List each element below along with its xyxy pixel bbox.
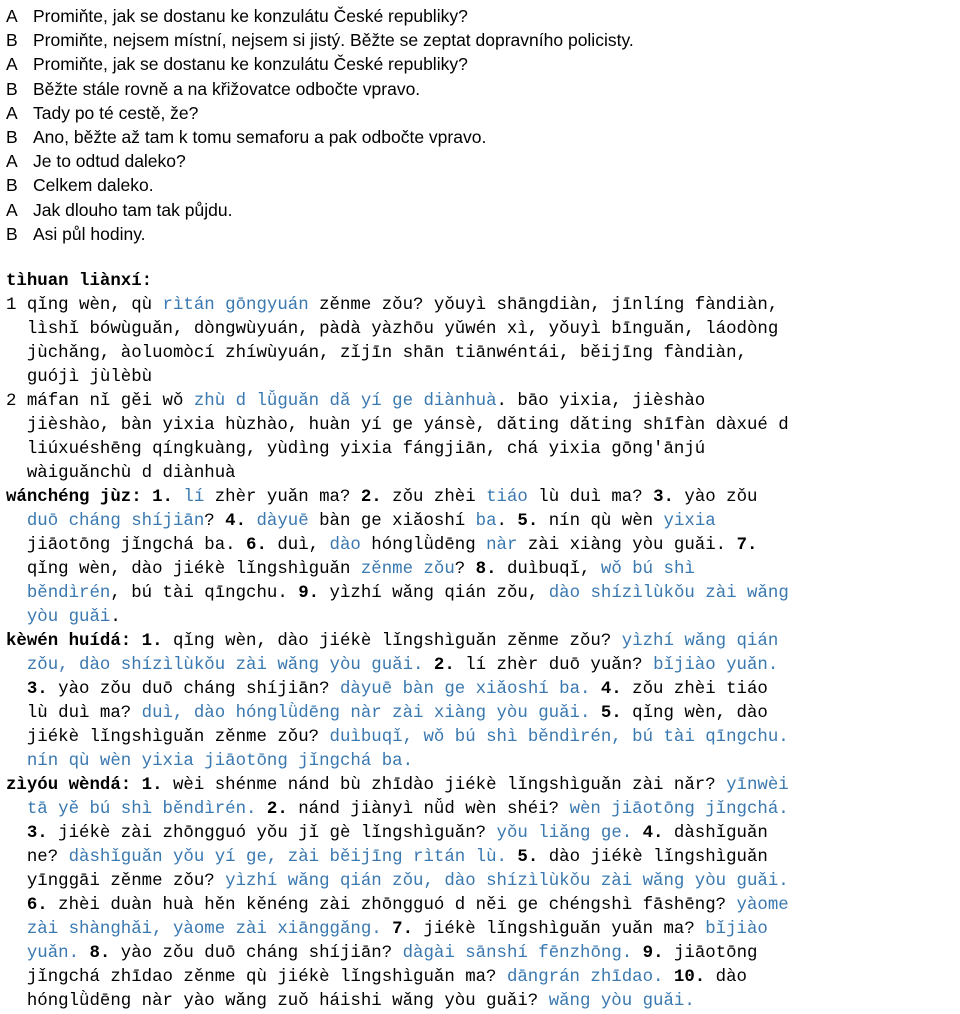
text-segment: hónglǜdēng bbox=[360, 536, 487, 555]
exercise-line bbox=[6, 966, 960, 990]
text-segment: lù duì ma? bbox=[527, 488, 654, 507]
section-label: 9. bbox=[642, 944, 664, 963]
dialogue-line bbox=[6, 222, 956, 246]
text-segment: jǐngchá zhīdao zěnme qù jiékè lǐngshìguǎn ma? bbox=[6, 968, 507, 987]
exercise-line bbox=[6, 870, 960, 894]
text-segment: hónglǜdēng nàr yào wǎng zuǒ háishi wǎng yòu guǎi? bbox=[6, 992, 549, 1011]
exercise-line bbox=[6, 342, 960, 366]
text-segment: lí zhèr duō yuǎn? bbox=[454, 656, 654, 675]
text-segment bbox=[256, 800, 266, 819]
text-segment: nín qù wèn bbox=[538, 512, 664, 531]
text-segment: jiāotōng bbox=[663, 944, 758, 963]
section-label: tìhuan liànxí: bbox=[6, 272, 153, 291]
text-segment: 1 qǐng wèn, qù bbox=[6, 296, 163, 315]
section-label: 3. bbox=[26, 824, 48, 843]
dialogue-text: Promiňte, jak se dostanu ke konzulátu České republiky? bbox=[33, 54, 468, 75]
text-segment: zhèi duàn huà hěn kěnéng zài zhōngguó d něi ge chéngshì fāshēng? bbox=[47, 896, 737, 915]
highlighted-text: zài shànghǎi, yàome zài xiānggǎng. bbox=[6, 920, 382, 939]
text-segment: dàshǐguǎn bbox=[663, 824, 768, 843]
section-label: 4. bbox=[600, 680, 622, 699]
speaker-label: A bbox=[6, 199, 18, 220]
speaker-label: B bbox=[6, 78, 18, 99]
text-segment: lìshǐ bówùguǎn, dòngwùyuán, pàdà yàzhōu yǔwén xì, yǒuyì bīnguǎn, láodòng bbox=[6, 320, 779, 339]
text-segment: jiékè lǐngshìguǎn yuǎn ma? bbox=[413, 920, 706, 939]
text-segment: yào zǒu duō cháng shíjiān? bbox=[47, 680, 340, 699]
dialogue-text: Je to odtud daleko? bbox=[33, 151, 186, 172]
text-segment bbox=[246, 512, 256, 531]
section-label: 8. bbox=[475, 560, 497, 579]
highlighted-text: běndìrén bbox=[6, 584, 111, 603]
text-segment bbox=[507, 848, 517, 867]
section-label: 6. bbox=[26, 896, 48, 915]
text-segment: nánd jiànyì nǚd wèn shéi? bbox=[287, 800, 570, 819]
exercise-line bbox=[6, 414, 960, 438]
highlighted-text: dàshǐguǎn yǒu yí ge, zài běijīng rìtán lù. bbox=[68, 848, 507, 867]
dialogue-text: Tady po té cestě, že? bbox=[33, 102, 199, 123]
highlighted-text: dāngrán zhīdao. bbox=[506, 968, 664, 987]
section-label: 2. bbox=[433, 656, 455, 675]
exercise-line bbox=[6, 942, 960, 966]
section-label: 5. bbox=[517, 848, 539, 867]
highlighted-text: dào bbox=[329, 536, 361, 555]
exercise-line bbox=[6, 438, 960, 462]
text-segment: yào zǒu duō cháng shíjiān? bbox=[110, 944, 403, 963]
exercise-line bbox=[6, 750, 960, 774]
highlighted-text: dàyuē bàn ge xiǎoshí ba. bbox=[339, 680, 591, 699]
section-label: zìyóu wèndá: bbox=[6, 776, 132, 795]
text-segment bbox=[79, 944, 89, 963]
section-label: kèwén huídá: bbox=[6, 632, 132, 651]
exercise-line bbox=[6, 582, 960, 606]
dialogue-text: Jak dlouho tam tak půjdu. bbox=[33, 199, 233, 220]
exercise-line bbox=[6, 702, 960, 726]
text-segment bbox=[663, 968, 673, 987]
exercise-line bbox=[6, 294, 960, 318]
text-segment bbox=[6, 896, 27, 915]
text-segment: zài xiàng yòu guǎi. bbox=[517, 536, 737, 555]
highlighted-text: yixia bbox=[663, 512, 716, 531]
dialogue-line bbox=[6, 101, 956, 125]
text-segment: qǐng wèn, dào jiékè lǐngshìguǎn bbox=[6, 560, 361, 579]
exercise-line bbox=[6, 846, 960, 870]
text-segment bbox=[382, 920, 392, 939]
text-segment: yīnggāi zěnme zǒu? bbox=[6, 872, 226, 891]
text-segment: yào zǒu bbox=[673, 488, 758, 507]
text-segment bbox=[6, 680, 27, 699]
text-segment: . bbox=[110, 608, 121, 627]
text-segment: jiékè lǐngshìguǎn zěnme zǒu? bbox=[6, 728, 330, 747]
speaker-label: A bbox=[6, 102, 18, 123]
highlighted-text: yìzhí wǎng qián bbox=[621, 632, 779, 651]
section-label: 7. bbox=[392, 920, 414, 939]
dialogue-line bbox=[6, 173, 956, 197]
highlighted-text: yàome bbox=[736, 896, 789, 915]
exercise-section bbox=[6, 270, 960, 1014]
speaker-label: A bbox=[6, 6, 18, 26]
text-segment: , bú tài qīngchu. bbox=[110, 584, 299, 603]
text-segment: . bāo yixia, jièshào bbox=[496, 392, 706, 411]
highlighted-text: tā yě bú shì běndìrén. bbox=[6, 800, 257, 819]
highlighted-text: tiáo bbox=[486, 488, 528, 507]
exercise-line bbox=[6, 366, 960, 390]
text-segment: qǐng wèn, dào jiékè lǐngshìguǎn zěnme zǒu? bbox=[162, 632, 622, 651]
highlighted-text: wèn jiāotōng jǐngchá. bbox=[569, 800, 789, 819]
dialogue-text: Ano, běžte až tam k tomu semaforu a pak odbočte vpravo. bbox=[33, 126, 487, 147]
text-segment bbox=[423, 656, 433, 675]
exercise-line bbox=[6, 606, 960, 630]
text-segment: jièshào, bàn yixia hùzhào, huàn yí ge yánsè, dǎting dǎting shīfàn dàxué d bbox=[6, 416, 789, 435]
text-segment: ne? bbox=[6, 848, 69, 867]
section-label: 3. bbox=[653, 488, 674, 507]
exercise-line bbox=[6, 630, 960, 654]
section-label: 8. bbox=[89, 944, 111, 963]
text-segment bbox=[632, 944, 642, 963]
highlighted-text: nàr bbox=[486, 536, 518, 555]
section-label: 5. bbox=[517, 512, 539, 531]
exercise-line bbox=[6, 918, 960, 942]
exercise-line bbox=[6, 990, 960, 1014]
text-segment: . bbox=[496, 512, 518, 531]
highlighted-text: duō cháng shíjiān bbox=[6, 512, 205, 531]
highlighted-text: dào shízìlùkǒu zài wǎng bbox=[548, 584, 789, 603]
highlighted-text: zěnme zǒu bbox=[360, 560, 455, 579]
text-segment: wàiguǎnchù d diànhuà bbox=[6, 464, 236, 483]
highlighted-text: zhù d lǚguǎn dǎ yí ge diànhuà bbox=[193, 392, 497, 411]
exercise-line bbox=[6, 390, 960, 414]
text-segment bbox=[632, 824, 642, 843]
highlighted-text: yǒu liǎng ge. bbox=[496, 824, 633, 843]
dialogue-line bbox=[6, 4, 956, 28]
text-segment: ? bbox=[204, 512, 226, 531]
section-label: 9. bbox=[298, 584, 320, 603]
speaker-label: B bbox=[6, 175, 18, 196]
text-segment: zǒu zhèi bbox=[381, 488, 487, 507]
exercise-line bbox=[6, 270, 960, 294]
dialogue-line bbox=[6, 28, 956, 52]
section-label: 10. bbox=[673, 968, 706, 987]
speaker-label: B bbox=[6, 223, 18, 244]
highlighted-text: duìbuqǐ, wǒ bú shì běndìrén, bú tài qīngchu. bbox=[329, 728, 789, 747]
highlighted-text: yòu guǎi bbox=[6, 608, 111, 627]
exercise-line bbox=[6, 774, 960, 798]
exercise-line bbox=[6, 678, 960, 702]
text-segment: zěnme zǒu? yǒuyì shāngdiàn, jīnlíng fàndiàn, bbox=[308, 296, 779, 315]
highlighted-text: yìzhí wǎng qián zǒu, dào shízìlùkǒu zài wǎng yòu guǎi. bbox=[225, 872, 789, 891]
exercise-line bbox=[6, 318, 960, 342]
dialogue-line bbox=[6, 198, 956, 222]
section-label: 4. bbox=[642, 824, 664, 843]
exercise-line bbox=[6, 510, 960, 534]
dialogue-text: Promiňte, nejsem místní, nejsem si jistý. Běžte se zeptat dopravního policisty. bbox=[33, 30, 634, 51]
exercise-line bbox=[6, 558, 960, 582]
dialogue-line bbox=[6, 149, 956, 173]
highlighted-text: zǒu, dào shízìlùkǒu zài wǎng yòu guǎi. bbox=[6, 656, 424, 675]
section-label: 4. bbox=[225, 512, 247, 531]
dialogue-line bbox=[6, 52, 956, 76]
speaker-label: B bbox=[6, 126, 18, 147]
text-segment: jiāotōng jǐngchá ba. bbox=[6, 536, 247, 555]
exercise-line bbox=[6, 486, 960, 510]
text-segment: dào bbox=[705, 968, 747, 987]
highlighted-text: dàgài sānshí fēnzhōng. bbox=[402, 944, 633, 963]
text-segment: yìzhí wǎng qián zǒu, bbox=[319, 584, 549, 603]
text-segment bbox=[590, 680, 600, 699]
dialogue-text: Asi půl hodiny. bbox=[33, 223, 146, 244]
section-label: 2. bbox=[360, 488, 382, 507]
text-segment: wèi shénme nánd bù zhīdào jiékè lǐngshìguǎn zài nǎr? bbox=[162, 776, 727, 795]
section-label: 1. bbox=[131, 632, 163, 651]
text-segment: duì, bbox=[266, 536, 330, 555]
exercise-line bbox=[6, 462, 960, 486]
text-segment: ? bbox=[454, 560, 476, 579]
highlighted-text: bǐjiào bbox=[705, 920, 768, 939]
section-label: wánchéng jùz: bbox=[6, 488, 142, 507]
dialogue-line bbox=[6, 125, 956, 149]
dialogue-section bbox=[6, 4, 956, 246]
highlighted-text: wǒ bú shì bbox=[600, 560, 695, 579]
text-segment: guójì jùlèbù bbox=[6, 368, 153, 387]
exercise-line bbox=[6, 822, 960, 846]
highlighted-text: nín qù wèn yixia jiāotōng jǐngchá ba. bbox=[6, 752, 414, 771]
section-label: 1. bbox=[131, 776, 163, 795]
highlighted-text: yīnwèi bbox=[726, 776, 789, 795]
speaker-label: A bbox=[6, 54, 18, 75]
dialogue-line bbox=[6, 77, 956, 101]
section-label: 3. bbox=[26, 680, 48, 699]
speaker-label: A bbox=[6, 151, 18, 172]
dialogue-text: Promiňte, jak se dostanu ke konzulátu České republiky? bbox=[33, 6, 468, 26]
highlighted-text: bǐjiào yuǎn. bbox=[653, 656, 779, 675]
highlighted-text: rìtán gōngyuán bbox=[162, 296, 309, 315]
text-segment: 2 máfan nǐ gěi wǒ bbox=[6, 392, 194, 411]
text-segment: lù duì ma? bbox=[6, 704, 142, 723]
exercise-line bbox=[6, 534, 960, 558]
highlighted-text: wǎng yòu guǎi. bbox=[548, 992, 695, 1011]
section-label: 5. bbox=[600, 704, 622, 723]
exercise-line bbox=[6, 654, 960, 678]
text-segment: jiékè zài zhōngguó yǒu jǐ gè lǐngshìguǎn? bbox=[47, 824, 497, 843]
section-label: 2. bbox=[266, 800, 288, 819]
highlighted-text: dàyuē bbox=[256, 512, 309, 531]
section-label: 7. bbox=[736, 536, 758, 555]
exercise-line bbox=[6, 798, 960, 822]
text-segment: dào jiékè lǐngshìguǎn bbox=[538, 848, 768, 867]
section-label: 6. bbox=[246, 536, 267, 555]
text-segment: zǒu zhèi tiáo bbox=[621, 680, 768, 699]
text-segment: zhèr yuǎn ma? bbox=[204, 488, 361, 507]
exercise-line bbox=[6, 726, 960, 750]
exercise-line bbox=[6, 894, 960, 918]
text-segment bbox=[590, 704, 600, 723]
text-segment: duìbuqǐ, bbox=[496, 560, 601, 579]
text-segment: liúxuéshēng qíngkuàng, yùdìng yixia fángjiān, chá yixia gōng'ānjú bbox=[6, 440, 706, 459]
text-segment: bàn ge xiǎoshí bbox=[308, 512, 476, 531]
speaker-label: B bbox=[6, 30, 18, 51]
highlighted-text: duì, dào hónglǜdēng nàr zài xiàng yòu guǎi. bbox=[141, 704, 591, 723]
dialogue-text: Celkem daleko. bbox=[33, 175, 154, 196]
text-segment bbox=[6, 824, 27, 843]
section-label: 1. bbox=[141, 488, 184, 507]
text-segment: jùchǎng, àoluomòcí zhíwùyuán, zǐjīn shān tiānwéntái, běijīng fàndiàn, bbox=[6, 344, 747, 363]
highlighted-text: ba bbox=[475, 512, 497, 531]
dialogue-text: Běžte stále rovně a na křižovatce odbočte vpravo. bbox=[33, 78, 421, 99]
text-segment: qǐng wèn, dào bbox=[621, 704, 768, 723]
highlighted-text: yuǎn. bbox=[6, 944, 80, 963]
highlighted-text: lí bbox=[183, 488, 205, 507]
